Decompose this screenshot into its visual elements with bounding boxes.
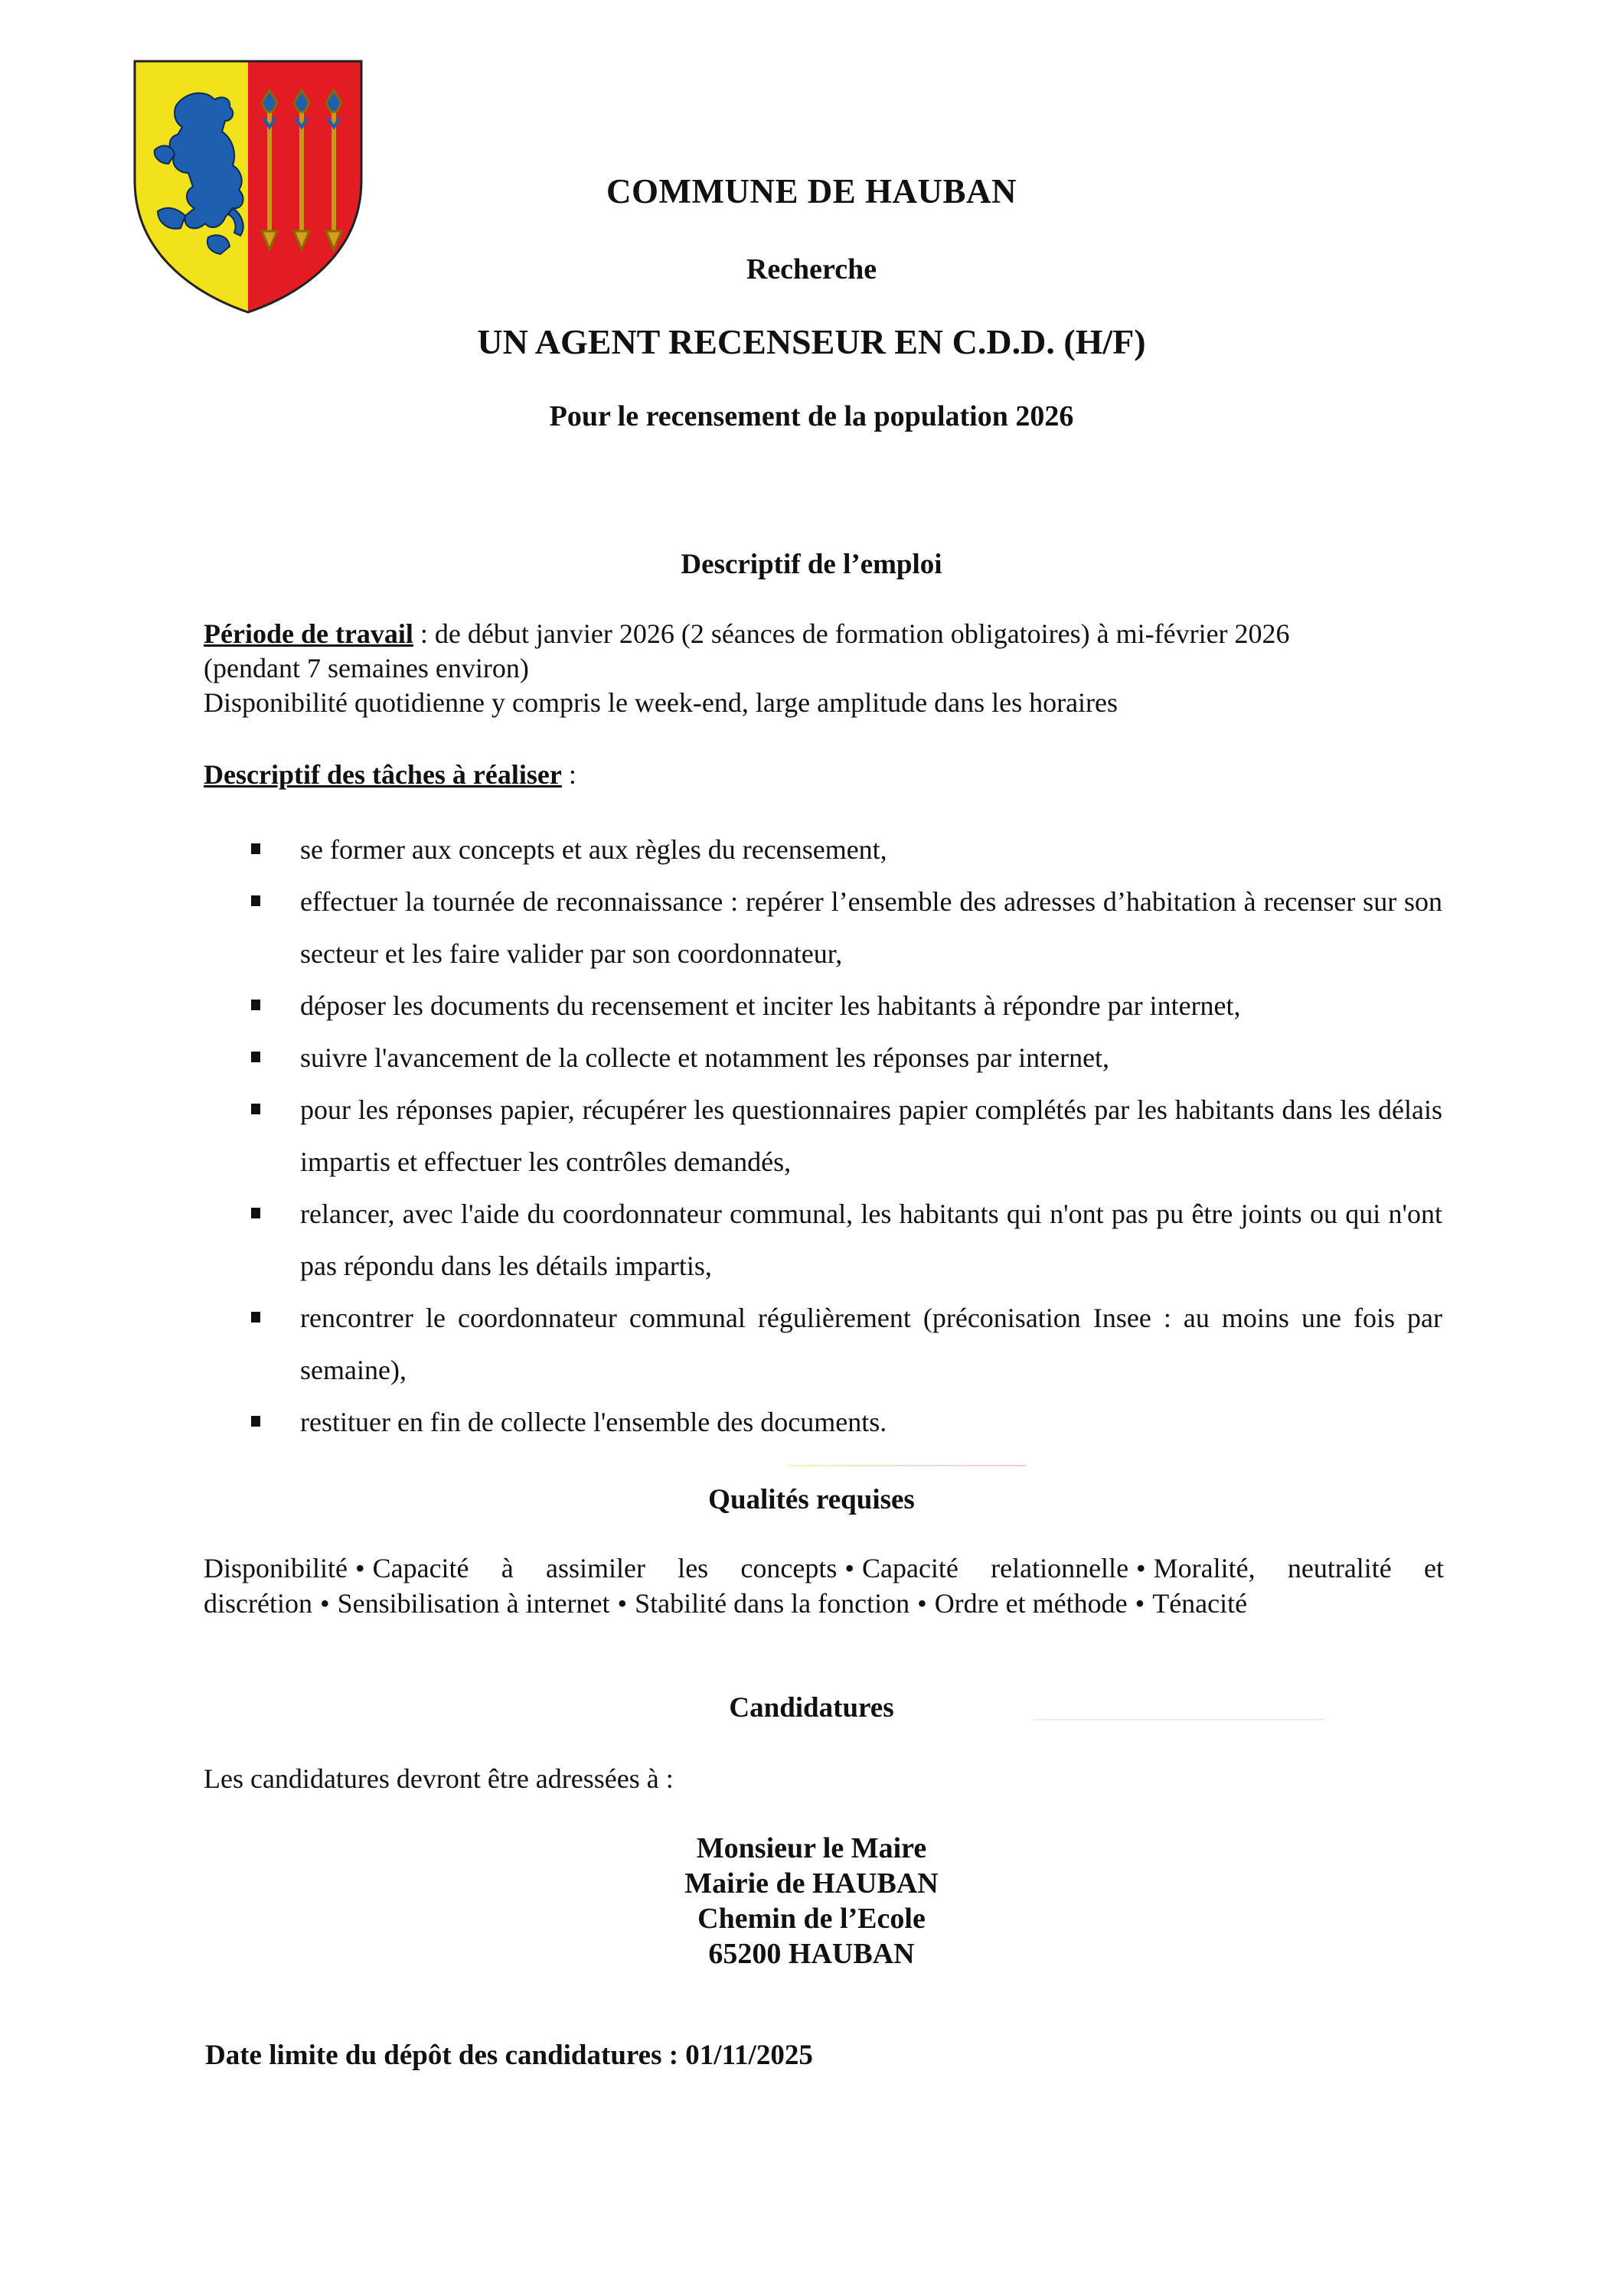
list-item: suivre l'avancement de la collecte et notamment les réponses par internet, bbox=[251, 1032, 1442, 1084]
bullet-icon bbox=[251, 1052, 260, 1062]
bullet-icon bbox=[251, 843, 260, 854]
quality-item: Sensibilisation à internet bbox=[337, 1588, 610, 1619]
bullet-icon bbox=[251, 895, 260, 906]
availability-text: Disponibilité quotidienne y compris le week-end, large amplitude dans les horaires bbox=[204, 687, 1118, 718]
tasks-label: Descriptif des tâches à réaliser bbox=[204, 759, 562, 790]
census-subtitle: Pour le recensement de la population 2026 bbox=[549, 400, 1074, 432]
list-item: pour les réponses papier, récupérer les questionnaires papier complétés par les habitants dans les délais impartis et effectuer les contrôles demandés, bbox=[251, 1084, 1442, 1188]
scan-artifact bbox=[789, 1465, 1026, 1466]
list-item: restituer en fin de collecte l'ensemble des documents. bbox=[251, 1396, 1442, 1448]
separator: • bbox=[844, 1553, 854, 1583]
quality-item: Capacité à assimiler les concepts bbox=[372, 1553, 838, 1583]
qualities-list bbox=[204, 1551, 1444, 1621]
list-item: effectuer la tournée de reconnaissance : repérer l’ensemble des adresses d’habitation à recenser sur son secteur et les faire valider par son coordonnateur, bbox=[251, 876, 1442, 980]
tasks-list bbox=[251, 823, 1442, 1448]
quality-item: Ténacité bbox=[1152, 1588, 1248, 1619]
list-item: relancer, avec l'aide du coordonnateur communal, les habitants qui n'ont pas pu être joints ou qui n'ont pas répondu dans les détails impartis, bbox=[251, 1188, 1442, 1292]
list-item: se former aux concepts et aux règles du recensement, bbox=[251, 823, 1442, 876]
bullet-icon bbox=[251, 1104, 260, 1114]
address-line: Mairie de HAUBAN bbox=[684, 1867, 939, 1900]
application-deadline: Date limite du dépôt des candidatures : 01/11/2025 bbox=[205, 2040, 813, 2071]
quality-item: Disponibilité bbox=[204, 1553, 348, 1583]
work-period-duration: (pendant 7 semaines environ) bbox=[204, 653, 529, 683]
list-item: déposer les documents du recensement et inciter les habitants à répondre par internet, bbox=[251, 980, 1442, 1032]
qualities-heading: Qualités requises bbox=[708, 1484, 915, 1515]
address-line: Chemin de l’Ecole bbox=[697, 1903, 926, 1935]
applications-intro: Les candidatures devront être adressées à : bbox=[204, 1763, 674, 1794]
work-period-text: : de début janvier 2026 (2 séances de formation obligatoires) à mi-février 2026 bbox=[413, 618, 1290, 649]
bullet-icon bbox=[251, 1208, 260, 1218]
bullet-icon bbox=[251, 1416, 260, 1427]
separator: • bbox=[319, 1588, 330, 1619]
commune-title: COMMUNE DE HAUBAN bbox=[606, 172, 1017, 210]
separator: • bbox=[355, 1553, 365, 1583]
tasks-label-suffix: : bbox=[561, 759, 576, 790]
address-line: 65200 HAUBAN bbox=[708, 1938, 915, 1970]
separator: • bbox=[1136, 1553, 1146, 1583]
separator: • bbox=[917, 1588, 927, 1619]
list-item: rencontrer le coordonnateur communal régulièrement (préconisation Insee : au moins une fois par semaine), bbox=[251, 1292, 1442, 1396]
job-description-heading: Descriptif de l’emploi bbox=[681, 549, 942, 580]
scan-artifact bbox=[1034, 1719, 1324, 1720]
bullet-icon bbox=[251, 1312, 260, 1322]
tasks-heading bbox=[204, 758, 1444, 792]
bullet-icon bbox=[251, 1000, 260, 1010]
address-line: Monsieur le Maire bbox=[696, 1832, 927, 1864]
recherche-label: Recherche bbox=[746, 253, 877, 285]
quality-item: Ordre et méthode bbox=[934, 1588, 1128, 1619]
separator: • bbox=[617, 1588, 628, 1619]
applications-heading: Candidatures bbox=[729, 1692, 894, 1724]
quality-item: Capacité relationnelle bbox=[861, 1553, 1129, 1583]
postal-address bbox=[0, 1831, 1623, 1971]
work-period-block bbox=[204, 617, 1444, 720]
job-title: UN AGENT RECENSEUR EN C.D.D. (H/F) bbox=[477, 322, 1146, 361]
quality-item: Moralité, neutralité et discrétion bbox=[204, 1553, 1444, 1619]
separator: • bbox=[1135, 1588, 1145, 1619]
work-period-label: Période de travail bbox=[204, 618, 413, 649]
quality-item: Stabilité dans la fonction bbox=[635, 1588, 910, 1619]
